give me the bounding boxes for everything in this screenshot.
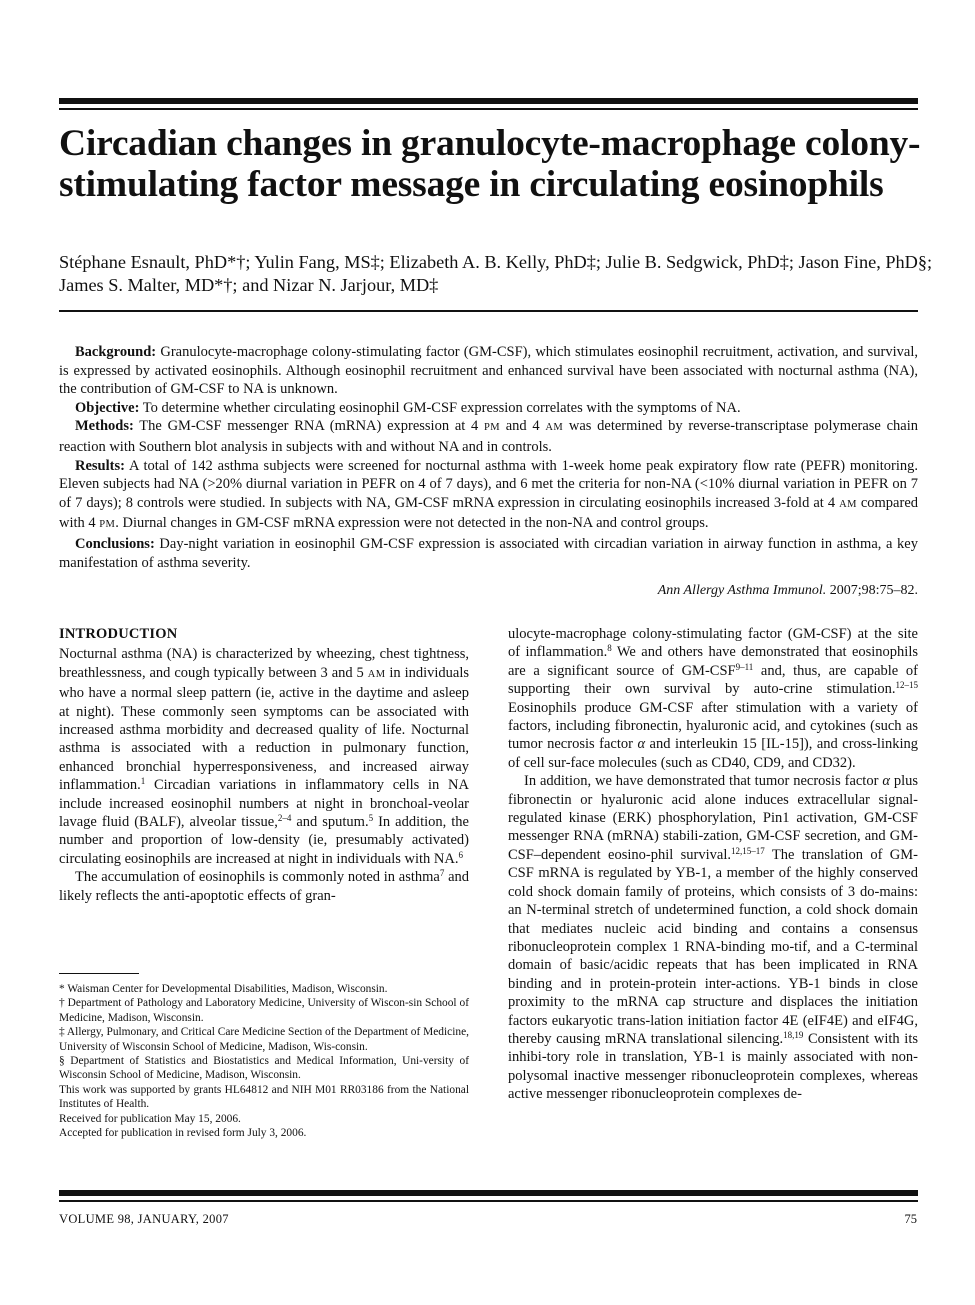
objective-text: To determine whether circulating eosinophil GM-CSF expression correlates with the symptoms of NA. [142, 399, 741, 416]
methods-text: The GM-CSF messenger RNA (mRNA) expression at 4 [139, 418, 479, 435]
footnote-rule [59, 973, 139, 974]
footnote: * Waisman Center for Developmental Disabilities, Madison, Wisconsin. [59, 983, 388, 995]
footnote: ‡ Allergy, Pulmonary, and Critical Care Medicine Section of the Department of Medicine, University of Wisconsin School of Medicine, Madison, Wis-consin. [59, 1026, 469, 1053]
footer-rule-thick [59, 1190, 918, 1196]
reference-link[interactable]: 1 [140, 776, 146, 787]
time-unit: AM [839, 498, 857, 510]
footer-rule-thin [59, 1200, 918, 1202]
abstract-top-rule [59, 310, 918, 312]
reference-link[interactable]: 9–11 [735, 661, 754, 672]
footnote: § Department of Statistics and Biostatistics and Medical Information, Uni-versity of Wisconsin School of Medicine, Madison, Wisconsin. [59, 1055, 469, 1082]
text: and sputum. [291, 814, 369, 831]
citation-ref: 2007;98:75–82. [829, 583, 918, 598]
text: Eosinophils produce GM-CSF after stimulation with a variety of factors, including fibronectin, hyaluronic acid, and cytokines (such as tumor necrosis factor [508, 699, 918, 753]
footnote: This work was supported by grants HL64812 and NIH M01 RR03186 from the National Institutes of Health. [59, 1083, 469, 1111]
header-rule-thin [59, 108, 918, 110]
text: In addition, we have demonstrated that tumor necrosis factor [524, 773, 879, 790]
time-unit: PM [484, 422, 500, 434]
reference-link[interactable]: 2–4 [277, 813, 292, 824]
journal-citation [658, 583, 918, 599]
intro-paragraph [59, 645, 469, 868]
text: ulocyte-macrophage colony-stimulating factor (GM-CSF) at the site of inflammation. [508, 626, 918, 661]
footnote: Received for publication May 15, 2006. [59, 1112, 241, 1125]
results-label: Results: [75, 457, 125, 474]
right-column [508, 625, 918, 1104]
reference-link[interactable]: 5 [368, 813, 374, 824]
abstract-conclusions [59, 535, 918, 572]
intro-paragraph [59, 868, 469, 905]
text: and interleukin 15 [IL-15]), and cross-linking of cell sur-face molecules (such as CD40, CD9, and CD32). [508, 736, 919, 771]
results-text: . Diurnal changes in GM-CSF mRNA expression were not detected in the non-NA and control groups. [115, 515, 709, 532]
text: and, thus, are capable of supporting their own survival by auto-crine stimulation. [508, 662, 918, 698]
background-label: Background: [75, 344, 157, 360]
reference-link[interactable]: 7 [439, 868, 445, 879]
alpha-symbol: α [882, 773, 890, 790]
header-rule-thick [59, 98, 918, 104]
reference-link[interactable]: 12,15–17 [730, 845, 765, 856]
methods-label: Methods: [75, 418, 134, 435]
text: Consistent with its inhibi-tory role in translation, YB-1 is mainly associated with non-polysomal inactive messenger ribonucleoprotein complexes, whereas active messenger ribonucleoprotein complexes de- [508, 1030, 918, 1103]
text: plus fibronectin or hyaluronic acid alone induces extracellular signal-regulated kinase (ERK) phosphorylation, Pin1 activation, GM-CSF messenger RNA (mRNA) stabili-zation, GM-CSF secretion, and GM-CSF–dependent eosino-phil survival. [508, 773, 918, 863]
conclusions-label: Conclusions: [75, 535, 155, 552]
reference-link[interactable]: 6 [458, 849, 463, 860]
abstract [59, 343, 918, 572]
text: in individuals who have a normal sleep pattern (ie, active in the daytime and asleep at night). These commonly seen symptoms can be associated with increased asthma morbidity and decreased quality of life. Nocturnal asthma is associated with a reduction in pulmonary function, enhanced bronchial hyperresponsiveness, and increased airway inflammation. [59, 664, 470, 794]
author-list: Stéphane Esnault, PhD*†; Yulin Fang, MS‡; Elizabeth A. B. Kelly, PhD‡; Julie B. Sedgwick, PhD‡; Jason Fine, PhD§; James S. Malter, MD*†; and Nizar N. Jarjour, MD‡ [59, 252, 933, 295]
alpha-symbol: α [637, 736, 646, 753]
footnotes [59, 982, 469, 1140]
section-heading-introduction: INTRODUCTION [59, 626, 178, 642]
body-paragraph [508, 625, 918, 772]
methods-text: and 4 [505, 418, 540, 435]
text: The accumulation of eosinophils is commonly noted in asthma [75, 869, 440, 886]
body-paragraph [508, 772, 918, 1103]
text: The translation of GM-CSF mRNA is regulated by YB-1, a member of the highly conserved cold shock domain family of proteins, which consists of 3 do-mains: an N-terminal stretch of undetermined function, a cold shock domain that mediates nucleic acid binding and contains a consensus ribonucleoprotein complex 1 RNA-binding mo-tif, and a C-terminal domain of basic/acidic repeats that has been implicated in RNA binding and in protein-protein inter-actions. YB-1 binds in close proximity to the mRNA cap structure and displaces the initiation factors eukaryotic trans-lation initiation factor 4E (eIF4E) and eIF4G, thereby causing mRNA translational silencing. [508, 846, 919, 1047]
abstract-background [59, 343, 918, 399]
background-text: Granulocyte-macrophage colony-stimulating factor (GM-CSF), which stimulates eosinophil recruitment, activation, and survival, is expressed by activated eosinophils. Although eosinophil recruitment and enhanced survival have been associated with nocturnal asthma (NA), the contribution of GM-CSF to NA is unknown. [59, 344, 918, 398]
time-unit: AM [367, 668, 386, 680]
article-title: Circadian changes in granulocyte-macrophage colony-stimulating factor message in circulating eosinophils [59, 123, 921, 205]
time-unit: PM [99, 519, 116, 531]
results-text: A total of 142 asthma subjects were screened for nocturnal asthma with 1-week home peak expiratory flow rate (PEFR) monitoring. Eleven subjects had NA (>20% diurnal variation in PEFR on 4 of 7 days), and 6 met the criteria for non-NA (<10% diurnal variation in PEFR on 7 of 7 days); 8 controls were studied. In subjects with NA, GM-CSF mRNA expression in circulating eosinophils increased 3-fold at 4 [59, 457, 918, 511]
conclusions-text: Day-night variation in eosinophil GM-CSF expression is associated with circadian variation in airway function in asthma, a key manifestation of asthma severity. [59, 535, 918, 571]
volume-info: VOLUME 98, JANUARY, 2007 [59, 1212, 229, 1226]
text: Circadian variations in inflammatory cells in NA include increased eosinophil numbers at night in bronchoal-veolar lavage fluid (BALF), alveolar tissue, [59, 777, 469, 831]
results-text: compared with 4 [59, 494, 919, 532]
page-number: 75 [904, 1212, 917, 1226]
text: We and others have demonstrated that eosinophils are a significant source of GM-CSF [508, 644, 919, 679]
text: In addition, the number and proportion of low-density (ie, presumably activated) circulating eosinophils are increased at night in individuals with NA. [59, 814, 469, 867]
text: and likely reflects the anti-apoptotic effects of gran- [59, 869, 470, 904]
footnote: † Department of Pathology and Laboratory Medicine, University of Wiscon-sin School of Medicine, Madison, Wisconsin. [59, 997, 469, 1024]
time-unit: AM [545, 422, 564, 434]
left-column [59, 625, 469, 905]
reference-link[interactable]: 12–15 [895, 680, 918, 691]
abstract-objective [59, 399, 918, 418]
reference-link[interactable]: 18,19 [783, 1029, 804, 1040]
abstract-methods [59, 417, 918, 456]
journal-name: Ann Allergy Asthma Immunol. [657, 583, 827, 598]
methods-text: was determined by reverse-transcriptase polymerase chain reaction with Southern blot analysis in subjects with and without NA and in controls. [59, 418, 918, 455]
text: Nocturnal asthma (NA) is characterized by wheezing, chest tightness, breathlessness, and cough typically between 3 and 5 [59, 646, 469, 681]
abstract-results [59, 457, 918, 535]
footnote: Accepted for publication in revised form July 3, 2006. [59, 1127, 307, 1140]
reference-link[interactable]: 8 [607, 643, 612, 654]
objective-label: Objective: [75, 399, 140, 416]
